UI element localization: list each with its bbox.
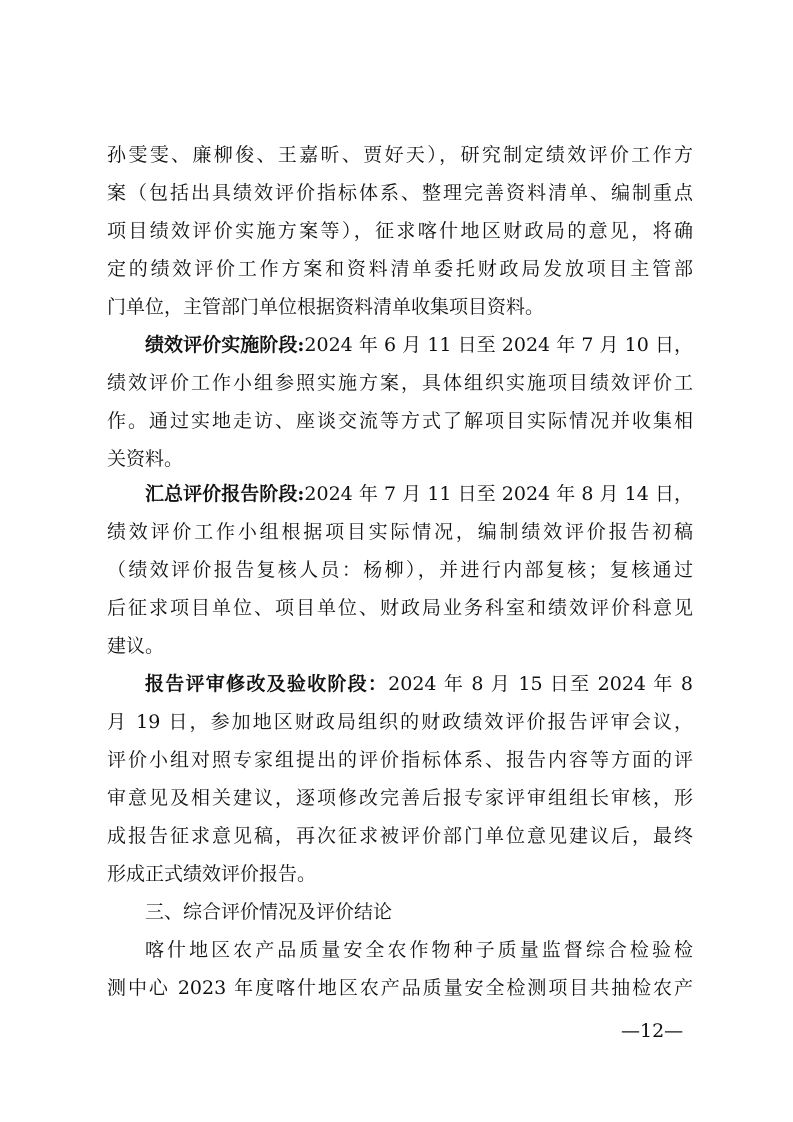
- stage-implementation-dates: 2024 年 6 月 11 日至 2024 年 7 月 10 日，: [304, 334, 693, 356]
- stage-review-label: 报告评审修改及验收阶段：: [145, 673, 389, 695]
- paragraph-line: 项目绩效评价实施方案等），征求喀什地区财政局的意见，将确: [107, 220, 693, 242]
- paragraph-line: 测中心 2023 年度喀什地区农产品质量安全检测项目共抽检农产: [107, 977, 693, 999]
- paragraph-line: 作。通过实地走访、座谈交流等方式了解项目实际情况并收集相: [107, 410, 693, 432]
- stage-review-dates: 2024 年 8 月 15 日至 2024 年 8: [388, 673, 693, 695]
- paragraph-line: 月 19 日，参加地区财政局组织的财政绩效评价报告评审会议，: [107, 711, 693, 733]
- stage-review-first-line: [145, 665, 693, 703]
- paragraph-line: （绩效评价报告复核人员：杨柳），并进行内部复核；复核通过: [107, 559, 693, 581]
- paragraph-line: 案（包括出具绩效评价指标体系、整理完善资料清单、编制重点: [107, 182, 693, 204]
- paragraph-line: 建议。: [107, 635, 165, 657]
- paragraph-line: 关资料。: [107, 448, 184, 470]
- stage-report-dates: 2024 年 7 月 11 日至 2024 年 8 月 14 日，: [304, 483, 693, 505]
- paragraph-line: 绩效评价工作小组参照实施方案，具体组织实施项目绩效评价工: [107, 372, 693, 394]
- page-number: —12—: [621, 1020, 684, 1042]
- stage-implementation-first-line: [145, 326, 693, 364]
- paragraph-line: 门单位，主管部门单位根据资料清单收集项目资料。: [107, 296, 545, 318]
- paragraph-line: 形成正式绩效评价报告。: [107, 863, 317, 885]
- section-heading: 三、综合评价情况及评价结论: [145, 901, 393, 923]
- paragraph-line: 孙雯雯、廉柳俊、王嘉昕、贾好天），研究制定绩效评价工作方: [107, 144, 693, 166]
- stage-implementation-label: 绩效评价实施阶段:: [145, 334, 305, 356]
- paragraph-line: 成报告征求意见稿，再次征求被评价部门单位意见建议后，最终: [107, 825, 693, 847]
- stage-report-label: 汇总评价报告阶段:: [145, 483, 305, 505]
- paragraph-line: 绩效评价工作小组根据项目实际情况，编制绩效评价报告初稿: [107, 521, 693, 543]
- paragraph-line: 喀什地区农产品质量安全农作物种子质量监督综合检验检: [145, 939, 693, 961]
- paragraph-line: 审意见及相关建议，逐项修改完善后报专家评审组组长审核，形: [107, 787, 693, 809]
- stage-report-first-line: [145, 475, 693, 513]
- paragraph-line: 评价小组对照专家组提出的评价指标体系、报告内容等方面的评: [107, 749, 693, 771]
- paragraph-line: 定的绩效评价工作方案和资料清单委托财政局发放项目主管部: [107, 258, 693, 280]
- paragraph-line: 后征求项目单位、项目单位、财政局业务科室和绩效评价科意见: [107, 597, 693, 619]
